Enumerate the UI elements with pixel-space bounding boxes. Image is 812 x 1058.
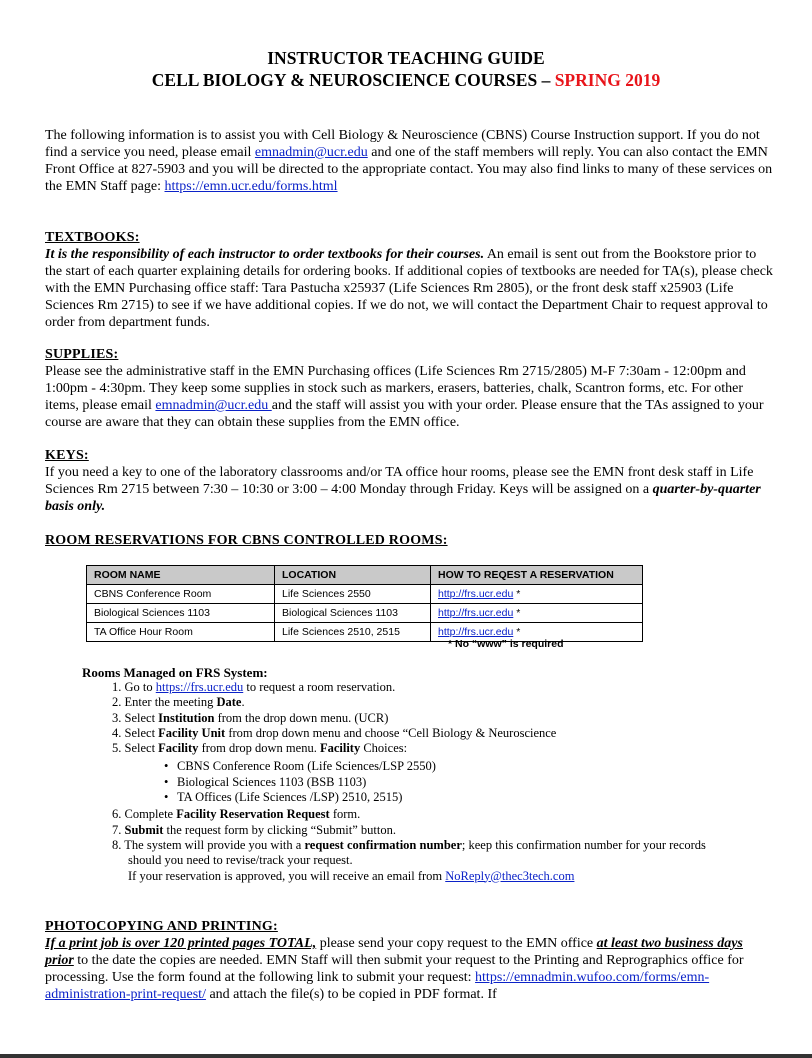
room-location: Life Sciences 2510, 2515 <box>275 623 431 642</box>
room-reservations-heading: ROOM RESERVATIONS FOR CBNS CONTROLLED ROOMS: <box>45 533 448 548</box>
table-footnote: * No “www” is required <box>448 638 564 650</box>
keys-text: If you need a key to one of the laboratory classrooms and/or TA office hour rooms, please see the EMN front desk staff in Life Sciences Rm 2715 between 7:30 – 10:30 or 3:00 – 4:00 Monday through Friday. Keys will be assigned on a <box>45 465 754 497</box>
column-header: HOW TO REQEST A RESERVATION <box>431 566 643 585</box>
step-text: 6. Complete <box>112 807 177 822</box>
supplies-email-link[interactable]: emnadmin@ucr.edu <box>155 398 272 413</box>
noreply-email-link[interactable]: NoReply@thec3tech.com <box>445 868 575 883</box>
step-text: to request a room reservation. <box>243 680 396 694</box>
step-5 <box>112 741 792 756</box>
printing-text: please send your copy request to the EMN office <box>316 936 597 951</box>
textbooks-body <box>45 246 775 331</box>
printing-deadline: at least two business days prior <box>45 936 743 968</box>
supplies-section <box>45 346 775 431</box>
step-bold: Date <box>216 695 242 710</box>
email-link[interactable]: emnadmin@ucr.edu <box>254 145 368 160</box>
supplies-body <box>45 363 775 431</box>
step-text: 1. Go to <box>112 680 156 694</box>
step-text: from the drop down menu. (UCR) <box>214 710 389 725</box>
keys-emphasis: quarter-by-quarter basis only. <box>45 482 761 514</box>
print-request-link[interactable]: https://emnadmin.wufoo.com/forms/emn-administration-print-request/ <box>45 970 710 1002</box>
step-8 <box>112 838 792 853</box>
reservation-cell <box>431 604 643 623</box>
printing-emphasis: If a print job is over 120 printed pages TOTAL, <box>45 936 317 951</box>
step-text: ; keep this confirmation number for your records <box>461 837 706 852</box>
keys-body <box>45 464 775 515</box>
choice-text: CBNS Conference Room (Life Sciences/LSP 2550) <box>177 759 436 774</box>
room-location: Biological Sciences 1103 <box>275 604 431 623</box>
step-text: 3. Select <box>112 710 159 725</box>
frs-heading: Rooms Managed on FRS System: <box>82 665 268 680</box>
step-text: 8. The system will provide you with a <box>112 837 305 852</box>
step-8-continued: should you need to revise/track your request. <box>128 853 353 868</box>
printing-text-2: to the date the copies are needed. EMN Staff will then submit your request to the Printing and Reprographics office for processing. Use the form found at the following link to submit your request: <box>45 953 744 985</box>
printing-text-3: and attach the file(s) to be copied in PDF format. If <box>205 987 497 1002</box>
bullet-icon: • <box>164 774 169 789</box>
textbooks-emphasis: It is the responsibility of each instructor to order textbooks for their courses. <box>45 247 485 262</box>
room-table <box>86 565 643 642</box>
column-header: ROOM NAME <box>87 566 275 585</box>
step-text: 7. <box>112 822 125 837</box>
asterisk: * <box>513 607 521 619</box>
keys-section <box>45 447 775 515</box>
textbooks-heading: TEXTBOOKS: <box>45 230 140 245</box>
frs-link[interactable]: http://frs.ucr.edu <box>438 588 514 600</box>
keys-heading: KEYS: <box>45 448 89 463</box>
step-3 <box>112 711 792 726</box>
step-6 <box>112 807 792 822</box>
intro-text-2: and one of the staff members will reply. You can also contact the EMN Front Office at 827-5903 and you will be directed to the appropriate contact. You may also find links to many of these services on the EMN Staff page: <box>45 145 773 194</box>
choice-text: Biological Sciences 1103 (BSB 1103) <box>177 774 367 789</box>
step-1 <box>112 680 792 695</box>
step-7 <box>112 823 792 838</box>
column-header: LOCATION <box>275 566 431 585</box>
reservation-cell <box>431 585 643 604</box>
supplies-text-2: and the staff will assist you with your order. Please ensure that the TAs assigned to your course are aware that they can obtain these supplies from the EMN office. <box>45 398 764 430</box>
step-bold: Institution <box>158 710 215 725</box>
asterisk: * <box>513 626 521 638</box>
step-2 <box>112 695 792 710</box>
frs-site-link[interactable]: https://frs.ucr.edu <box>155 680 244 694</box>
subtitle-course: CELL BIOLOGY & NEUROSCIENCE COURSES – <box>151 70 555 90</box>
term-label: SPRING 2019 <box>554 70 661 90</box>
step-bold: Facility Unit <box>158 725 226 740</box>
room-location: Life Sciences 2550 <box>275 585 431 604</box>
intro-paragraph <box>45 127 775 195</box>
frs-link[interactable]: http://frs.ucr.edu <box>438 626 514 638</box>
page-subtitle <box>0 69 812 91</box>
room-name: CBNS Conference Room <box>87 585 275 604</box>
step-text: the request form by clicking “Submit” button. <box>163 822 396 837</box>
facility-choice <box>112 790 792 805</box>
step-text: form. <box>329 807 361 822</box>
step-bold: Facility <box>158 741 199 756</box>
step-text: Choices: <box>360 741 408 756</box>
step-text: from drop down menu and choose “Cell Biology & Neuroscience <box>225 725 557 740</box>
bullet-icon: • <box>164 790 169 805</box>
facility-choice <box>112 759 792 774</box>
supplies-text: Please see the administrative staff in the EMN Purchasing offices (Life Sciences Rm 2715/2805) M-F 7:30am - 12:00pm and 1:00pm - 4:30pm. They keep some supplies in stock such as markers, erasers, batteries, chalk, Scantron forms, etc. For other items, please email <box>45 364 746 413</box>
room-name: TA Office Hour Room <box>87 623 275 642</box>
choice-text: TA Offices (Life Sciences /LSP) 2510, 2515) <box>177 790 403 805</box>
table-row <box>87 585 643 604</box>
step-text: . <box>241 695 245 710</box>
step-text: from drop down menu. <box>198 741 320 756</box>
staff-page-link[interactable]: https://emn.ucr.edu/forms.html <box>164 179 338 194</box>
frs-link[interactable]: http://frs.ucr.edu <box>438 607 514 619</box>
textbooks-section <box>45 229 775 331</box>
step-bold: Facility <box>319 741 361 756</box>
viewer-bottom-bar <box>0 1054 812 1058</box>
step-text: 2. Enter the meeting <box>112 695 217 710</box>
step-4 <box>112 726 792 741</box>
step-bold: request confirmation number <box>304 837 462 852</box>
room-name: Biological Sciences 1103 <box>87 604 275 623</box>
step-8-approval <box>112 869 792 884</box>
step-text: 4. Select <box>112 725 159 740</box>
facility-choice <box>112 775 792 790</box>
printing-heading: PHOTOCOPYING AND PRINTING: <box>45 919 278 934</box>
page-title: INSTRUCTOR TEACHING GUIDE <box>267 48 545 68</box>
step-text: If your reservation is approved, you will receive an email from <box>128 868 446 883</box>
bullet-icon: • <box>164 759 169 774</box>
step-text: 5. Select <box>112 741 159 756</box>
printing-section <box>45 918 775 1003</box>
table-header-row <box>87 566 643 585</box>
step-bold: Submit <box>124 822 164 837</box>
textbooks-text: An email is sent out from the Bookstore prior to the start of each quarter explaining details for ordering books. If additional copies of textbooks are needed for TA(s), please check with the EMN Purchasing office staff: Tara Pastucha x25937 (Life Sciences Rm 2805), or the front desk staff x25903 (Life Sciences Rm 2715) to see if we have additional copies. If we do not, we will contact the Department Chair to request approval to order from department funds. <box>45 247 773 330</box>
step-bold: Facility Reservation Request <box>176 807 330 822</box>
table-row <box>87 604 643 623</box>
intro-text: The following information is to assist you with Cell Biology & Neuroscience (CBNS) Course Instruction support. If you do not find a service you need, please email <box>45 128 760 160</box>
supplies-heading: SUPPLIES: <box>45 347 119 362</box>
asterisk: * <box>513 588 521 600</box>
frs-steps-list <box>112 680 792 884</box>
printing-body <box>45 935 775 1003</box>
